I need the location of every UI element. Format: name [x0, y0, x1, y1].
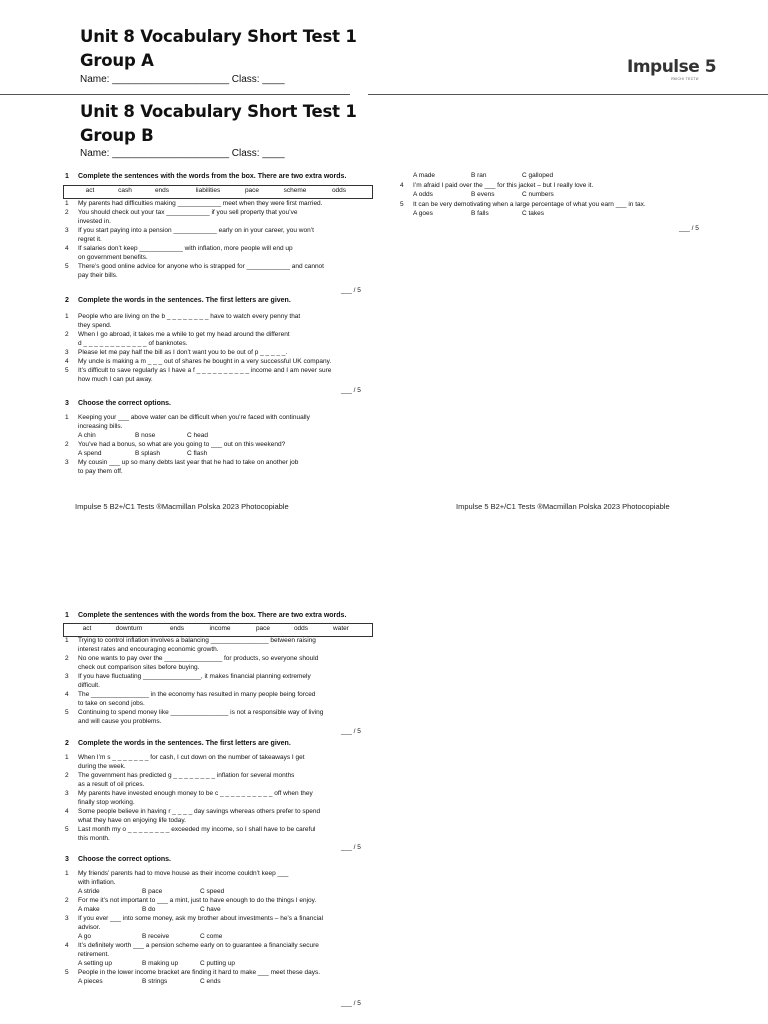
item-text: It’s definitely worth ___ a pension scheme early on to guarantee a financially secure — [78, 942, 319, 949]
impulse-logo-subtitle: ЯКІСНІ ТЕСТИ — [671, 77, 699, 81]
item-text: invested in. — [78, 218, 111, 225]
option-b: B receive — [142, 933, 170, 940]
item-number: 2 — [65, 331, 69, 338]
section-number: 2 — [65, 297, 69, 304]
word-box-word: downturn — [115, 625, 143, 632]
item-number: 4 — [65, 691, 69, 698]
item-text: and will cause you problems. — [78, 718, 162, 725]
item-text: check out comparison sites before buying. — [78, 664, 200, 671]
word-box-word: act — [82, 625, 92, 632]
item-text: You should check out your tax ____________ if you sell property that you’ve — [78, 209, 298, 216]
score-ex3: ___ / 5 — [341, 1000, 361, 1007]
item-text: It can be very demotivating when a large percentage of what you earn ___ in tax. — [413, 201, 646, 208]
item-number: 5 — [400, 201, 404, 208]
option-c: C takes — [522, 210, 545, 217]
option-b: B falls — [471, 210, 489, 217]
group-a-name-class-line: Name: _____________________ Class: ____ — [80, 74, 285, 85]
score-ex1: ___ / 5 — [341, 287, 361, 294]
option-c: C come — [200, 933, 223, 940]
item-number: 3 — [65, 349, 69, 356]
item-text: Some people believe in having r _ _ _ _ day savings whereas others prefer to spend — [78, 808, 321, 815]
item-text: There’s good online advice for anyone who is strapped for ____________ and cannot — [78, 263, 324, 270]
option-b: B nose — [135, 432, 156, 439]
group-a-label: Group A — [80, 51, 154, 70]
footer-left: Impulse 5 B2+/C1 Tests ®Macmillan Polska 2023 Photocopiable — [75, 502, 289, 511]
option-a: A made — [413, 172, 436, 179]
option-a: A make — [78, 906, 100, 913]
word-box-word: odds — [331, 187, 347, 194]
item-text: Please let me pay half the bill as I don’t want you to be out of p _ _ _ _ _. — [78, 349, 288, 356]
section-title: Choose the correct options. — [78, 856, 171, 863]
item-text: Keeping your ___ above water can be difficult when you’re faced with continually — [78, 414, 310, 421]
item-text: If you have fluctuating ________________, it makes financial planning extremely — [78, 673, 311, 680]
option-a: A spend — [78, 450, 102, 457]
word-box-word: ends — [169, 625, 185, 632]
option-b: B making up — [142, 960, 179, 967]
group-b-test-title: Unit 8 Vocabulary Short Test 1 — [80, 102, 357, 121]
item-text: on government benefits. — [78, 254, 148, 261]
word-box-word: cash — [118, 187, 132, 194]
item-number: 3 — [65, 915, 69, 922]
item-text: My uncle is making a m _ _ _ out of shares he bought in a very successful UK company. — [78, 358, 332, 365]
section-title: Complete the words in the sentences. The first letters are given. — [78, 297, 291, 304]
item-number: 4 — [65, 245, 69, 252]
item-number: 5 — [65, 709, 69, 716]
item-text: My parents have invested enough money to be c _ _ _ _ _ _ _ _ _ _ off when they — [78, 790, 313, 797]
word-box-word: odds — [293, 625, 309, 632]
item-number: 5 — [65, 969, 69, 976]
group-b-name-class-line: Name: _____________________ Class: ____ — [80, 148, 285, 159]
word-box-word: scheme — [283, 187, 307, 194]
item-text: The ________________ in the economy has resulted in many people being forced — [78, 691, 316, 698]
item-number: 4 — [65, 358, 69, 365]
item-text: No one wants to pay over the ________________ for products, so everyone should — [78, 655, 319, 662]
item-text: advisor. — [78, 924, 101, 931]
section-number: 2 — [65, 740, 69, 747]
item-text: pay their bills. — [78, 272, 118, 279]
option-b: B splash — [135, 450, 160, 457]
item-text: to pay them off. — [78, 468, 123, 475]
item-text: People in the lower income bracket are finding it hard to make ___ meet these days. — [78, 969, 321, 976]
score-ex2: ___ / 5 — [341, 387, 361, 394]
item-text: with inflation. — [78, 879, 116, 886]
item-text: You’ve had a bonus, so what are you going to ___ out on this weekend? — [78, 441, 286, 448]
score-ex2: ___ / 5 — [341, 844, 361, 851]
word-box-word: pace — [255, 625, 271, 632]
item-text: retirement. — [78, 951, 110, 958]
score-ex3: ___ / 5 — [679, 225, 699, 232]
item-text: finally stop working. — [78, 799, 135, 806]
item-text: to take on second jobs. — [78, 700, 145, 707]
item-text: difficult. — [78, 682, 100, 689]
option-c: C head — [187, 432, 208, 439]
item-text: I’m afraid I paid over the ___ for this jacket – but I really love it. — [413, 182, 594, 189]
option-a: A setting up — [78, 960, 112, 967]
item-text: My cousin ___ up so many debts last year that he had to take on another job — [78, 459, 299, 466]
item-text: If you start paying into a pension ____________ early on in your career, you won’t — [78, 227, 314, 234]
item-number: 5 — [65, 263, 69, 270]
option-a: A stride — [78, 888, 100, 895]
header-divider-right — [368, 94, 768, 95]
section-number: 3 — [65, 400, 69, 407]
item-number: 1 — [65, 754, 69, 761]
item-number: 3 — [65, 673, 69, 680]
item-text: increasing bills. — [78, 423, 123, 430]
item-text: People who are living on the b _ _ _ _ _ _ _ _ have to watch every penny that — [78, 313, 301, 320]
group-a-test-title: Unit 8 Vocabulary Short Test 1 — [80, 27, 357, 46]
item-number: 2 — [65, 441, 69, 448]
item-text: Last month my o _ _ _ _ _ _ _ _ exceeded my income, so I shall have to be careful — [78, 826, 316, 833]
item-text: My parents had difficulties making ____________ meet when they were first married. — [78, 200, 323, 207]
item-text: they spend. — [78, 322, 112, 329]
option-a: A odds — [413, 191, 433, 198]
item-text: regret it. — [78, 236, 102, 243]
item-number: 2 — [65, 209, 69, 216]
item-number: 5 — [65, 367, 69, 374]
item-text: this month. — [78, 835, 110, 842]
option-b: B pace — [142, 888, 163, 895]
word-box-word: pace — [244, 187, 260, 194]
item-text: d _ _ _ _ _ _ _ _ _ _ _ _ of banknotes. — [78, 340, 188, 347]
item-text: When I go abroad, it takes me a while to get my head around the different — [78, 331, 290, 338]
option-a: A chin — [78, 432, 96, 439]
item-text: When I’m s _ _ _ _ _ _ _ for cash, I cut down on the number of takeaways I get — [78, 754, 305, 761]
header-divider-left — [0, 94, 350, 95]
item-text: Trying to control inflation involves a balancing ________________ between raising — [78, 637, 316, 644]
option-b: B ran — [471, 172, 487, 179]
item-number: 1 — [65, 414, 69, 421]
item-number: 1 — [65, 200, 69, 207]
section-number: 1 — [65, 612, 69, 619]
item-text: My friends’ parents had to move house as their income couldn’t keep ___ — [78, 870, 289, 877]
item-text: how much I can put away. — [78, 376, 153, 383]
word-box-word: income — [209, 625, 231, 632]
section-title: Complete the sentences with the words from the box. There are two extra words. — [78, 612, 347, 619]
option-a: A goes — [413, 210, 433, 217]
impulse-logo: Impulse 5 — [627, 57, 717, 77]
item-number: 1 — [65, 637, 69, 644]
item-number: 3 — [65, 227, 69, 234]
option-c: C putting up — [200, 960, 236, 967]
item-number: 2 — [65, 655, 69, 662]
footer-right: Impulse 5 B2+/C1 Tests ®Macmillan Polska 2023 Photocopiable — [456, 502, 670, 511]
item-text: The government has predicted g _ _ _ _ _ _ _ _ inflation for several months — [78, 772, 295, 779]
item-number: 3 — [65, 790, 69, 797]
item-text: as a result of oil prices. — [78, 781, 145, 788]
item-number: 2 — [65, 897, 69, 904]
item-text: what they have on enjoying life today. — [78, 817, 186, 824]
option-a: A pieces — [78, 978, 103, 985]
item-number: 1 — [65, 870, 69, 877]
item-number: 1 — [65, 313, 69, 320]
item-number: 5 — [65, 826, 69, 833]
option-c: C ends — [200, 978, 221, 985]
option-b: B do — [142, 906, 156, 913]
item-text: If you ever ___ into some money, ask my brother about investments – he’s a financial — [78, 915, 324, 922]
section-title: Complete the sentences with the words from the box. There are two extra words. — [78, 173, 347, 180]
option-c: C speed — [200, 888, 225, 895]
option-c: C galloped — [522, 172, 554, 179]
item-number: 3 — [65, 459, 69, 466]
item-text: during the week. — [78, 763, 126, 770]
item-number: 4 — [400, 182, 404, 189]
option-c: C have — [200, 906, 221, 913]
item-text: If salaries don’t keep ____________ with inflation, more people will end up — [78, 245, 293, 252]
option-b: B evens — [471, 191, 495, 198]
item-number: 4 — [65, 942, 69, 949]
word-box-word: act — [85, 187, 95, 194]
section-number: 3 — [65, 856, 69, 863]
section-title: Choose the correct options. — [78, 400, 171, 407]
item-text: Continuing to spend money like ________________ is not a responsible way of living — [78, 709, 324, 716]
item-text: It’s difficult to save regularly as I have a f _ _ _ _ _ _ _ _ _ _ income and I am never sure — [78, 367, 332, 374]
item-number: 2 — [65, 772, 69, 779]
word-box-word: water — [333, 625, 349, 632]
option-a: A go — [78, 933, 92, 940]
option-c: C flash — [187, 450, 208, 457]
section-title: Complete the words in the sentences. The first letters are given. — [78, 740, 291, 747]
score-ex1: ___ / 5 — [341, 728, 361, 735]
word-box-word: liabilities — [195, 187, 221, 194]
word-box-word: ends — [154, 187, 170, 194]
item-text: For me it’s not important to ___ a mint, just to have enough to do the things I enjoy. — [78, 897, 317, 904]
item-text: interest rates and encouraging economic growth. — [78, 646, 219, 653]
item-number: 4 — [65, 808, 69, 815]
option-c: C numbers — [522, 191, 554, 198]
option-b: B strings — [142, 978, 168, 985]
section-number: 1 — [65, 173, 69, 180]
group-b-label: Group B — [80, 126, 154, 145]
